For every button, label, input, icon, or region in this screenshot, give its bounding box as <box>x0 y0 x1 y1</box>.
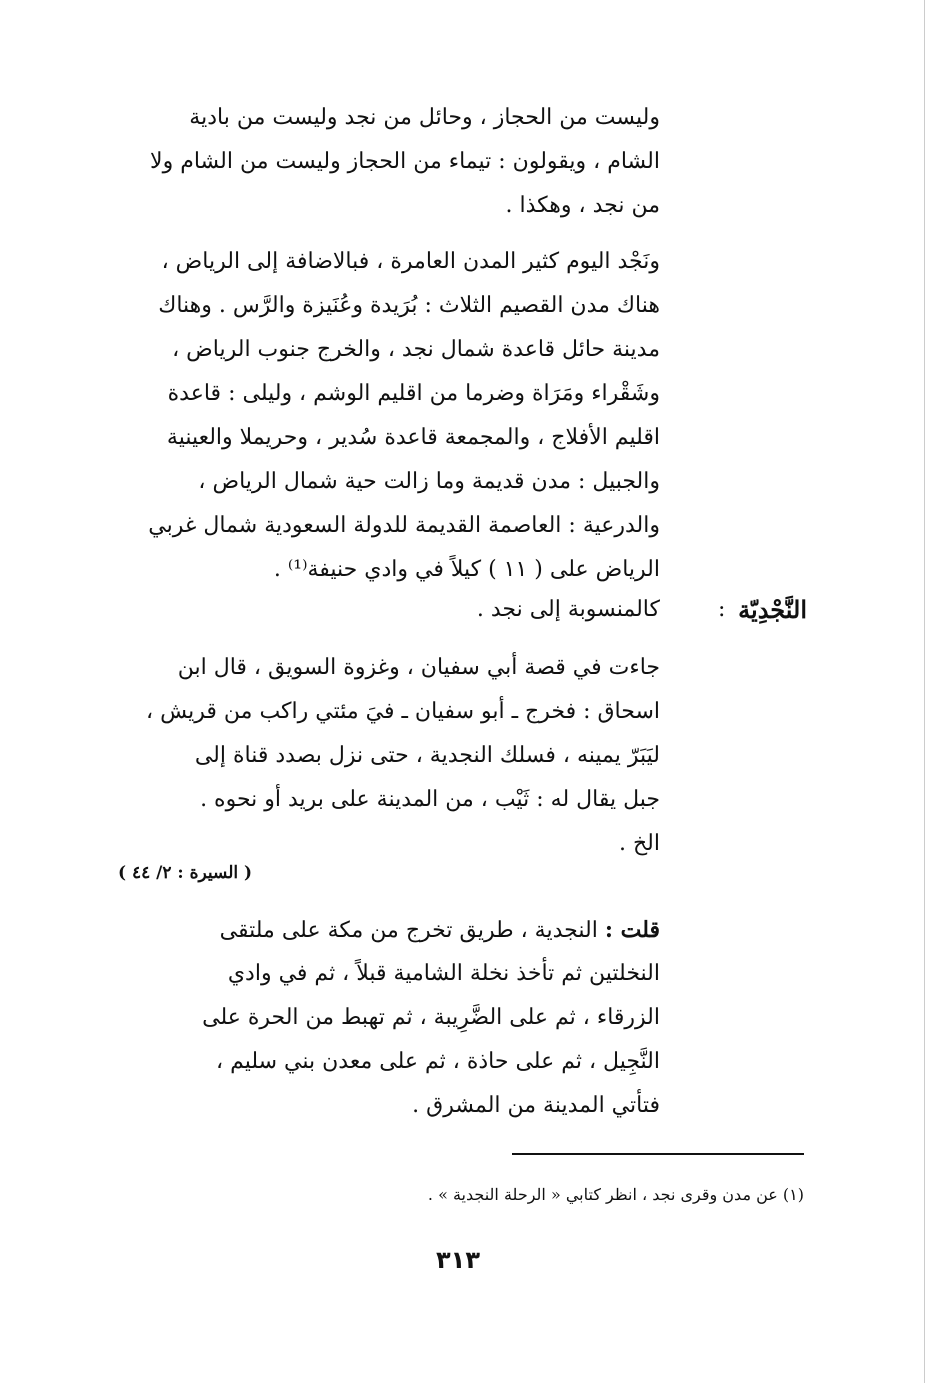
text-line: الشام ، ويقولون : تيماء من الحجاز وليست من الشام ولا <box>150 149 660 174</box>
text-line: من نجد ، وهكذا . <box>505 193 660 218</box>
lead-word: قلت : <box>604 917 660 943</box>
paragraph-najd-cities <box>115 240 660 592</box>
page-number: ٣١٣ <box>436 1246 480 1274</box>
text-line: جاءت في قصة أبي سفيان ، وغزوة السويق ، قال ابن <box>177 655 660 680</box>
text-line: الرياض على ( ١١ ) كيلاً في وادي حنيفة⁽¹⁾ . <box>273 557 660 582</box>
source-citation: ( السيرة : ٢/ ٤٤ ) <box>118 863 253 883</box>
text-line: اقليم الأفلاج ، والمجمعة قاعدة سُدير ، وحريملا والعينية <box>166 425 660 450</box>
text-line: وشَقْراء ومَرَاة وضرما من اقليم الوشم ، وليلى : قاعدة <box>167 381 660 406</box>
paragraph-author-note <box>115 908 660 1128</box>
entry-headword: النَّجْدِيّة <box>738 595 807 624</box>
text-line: والجبيل : مدن قديمة وما زالت حية شمال الرياض ، <box>198 469 660 494</box>
text-line: الخ . <box>618 831 660 856</box>
text-line: مدينة حائل قاعدة شمال نجد ، والخرج جنوب الرياض ، <box>172 337 660 362</box>
text-line: ونَجْد اليوم كثير المدن العامرة ، فبالاضافة إلى الرياض ، <box>161 249 660 274</box>
text-line: النَّجِيل ، ثم على حاذة ، ثم على معدن بني سليم ، <box>215 1049 660 1074</box>
text-line: جبل يقال له : ثَيْب ، من المدينة على بريد أو نحوه . <box>200 787 660 812</box>
page-edge <box>924 0 925 1383</box>
paragraph-continuation <box>115 96 660 228</box>
text-line: فتأتي المدينة من المشرق . <box>412 1093 660 1118</box>
text-line: وليست من الحجاز ، وحائل من نجد وليست من بادية <box>189 105 660 130</box>
paragraph-abu-sufyan <box>115 646 660 866</box>
text-line: اسحاق : فخرج ـ أبو سفيان ـ فيَ مئتي راكب من قريش ، <box>146 699 660 724</box>
text-line: والدرعية : العاصمة القديمة للدولة السعودية شمال غربي <box>148 513 660 538</box>
text-line <box>115 908 660 952</box>
footnote: (١) عن مدن وقرى نجد ، انظر كتابي « الرحلة النجدية » . <box>427 1185 804 1204</box>
text-line: النخلتين ثم تأخذ نخلة الشامية قبلاً ، ثم في وادي <box>227 961 660 986</box>
text-fragment: النجدية ، طريق تخرج من مكة على ملتقى <box>219 918 605 943</box>
entry-colon: : <box>718 597 726 622</box>
text-line: هناك مدن القصيم الثلاث : بُرَيدة وعُنَيزة والرَّس . وهناك <box>158 293 660 318</box>
text-line: ليَبَرّ يمينه ، فسلك النجدية ، حتى نزل بصدد قناة إلى <box>194 743 660 768</box>
footnote-divider <box>512 1153 804 1155</box>
text-line: الزرقاء ، ثم على الضَّرِيبة ، ثم تهبط من الحرة على <box>202 1005 660 1030</box>
entry-definition: كالمنسوبة إلى نجد . <box>476 597 660 622</box>
